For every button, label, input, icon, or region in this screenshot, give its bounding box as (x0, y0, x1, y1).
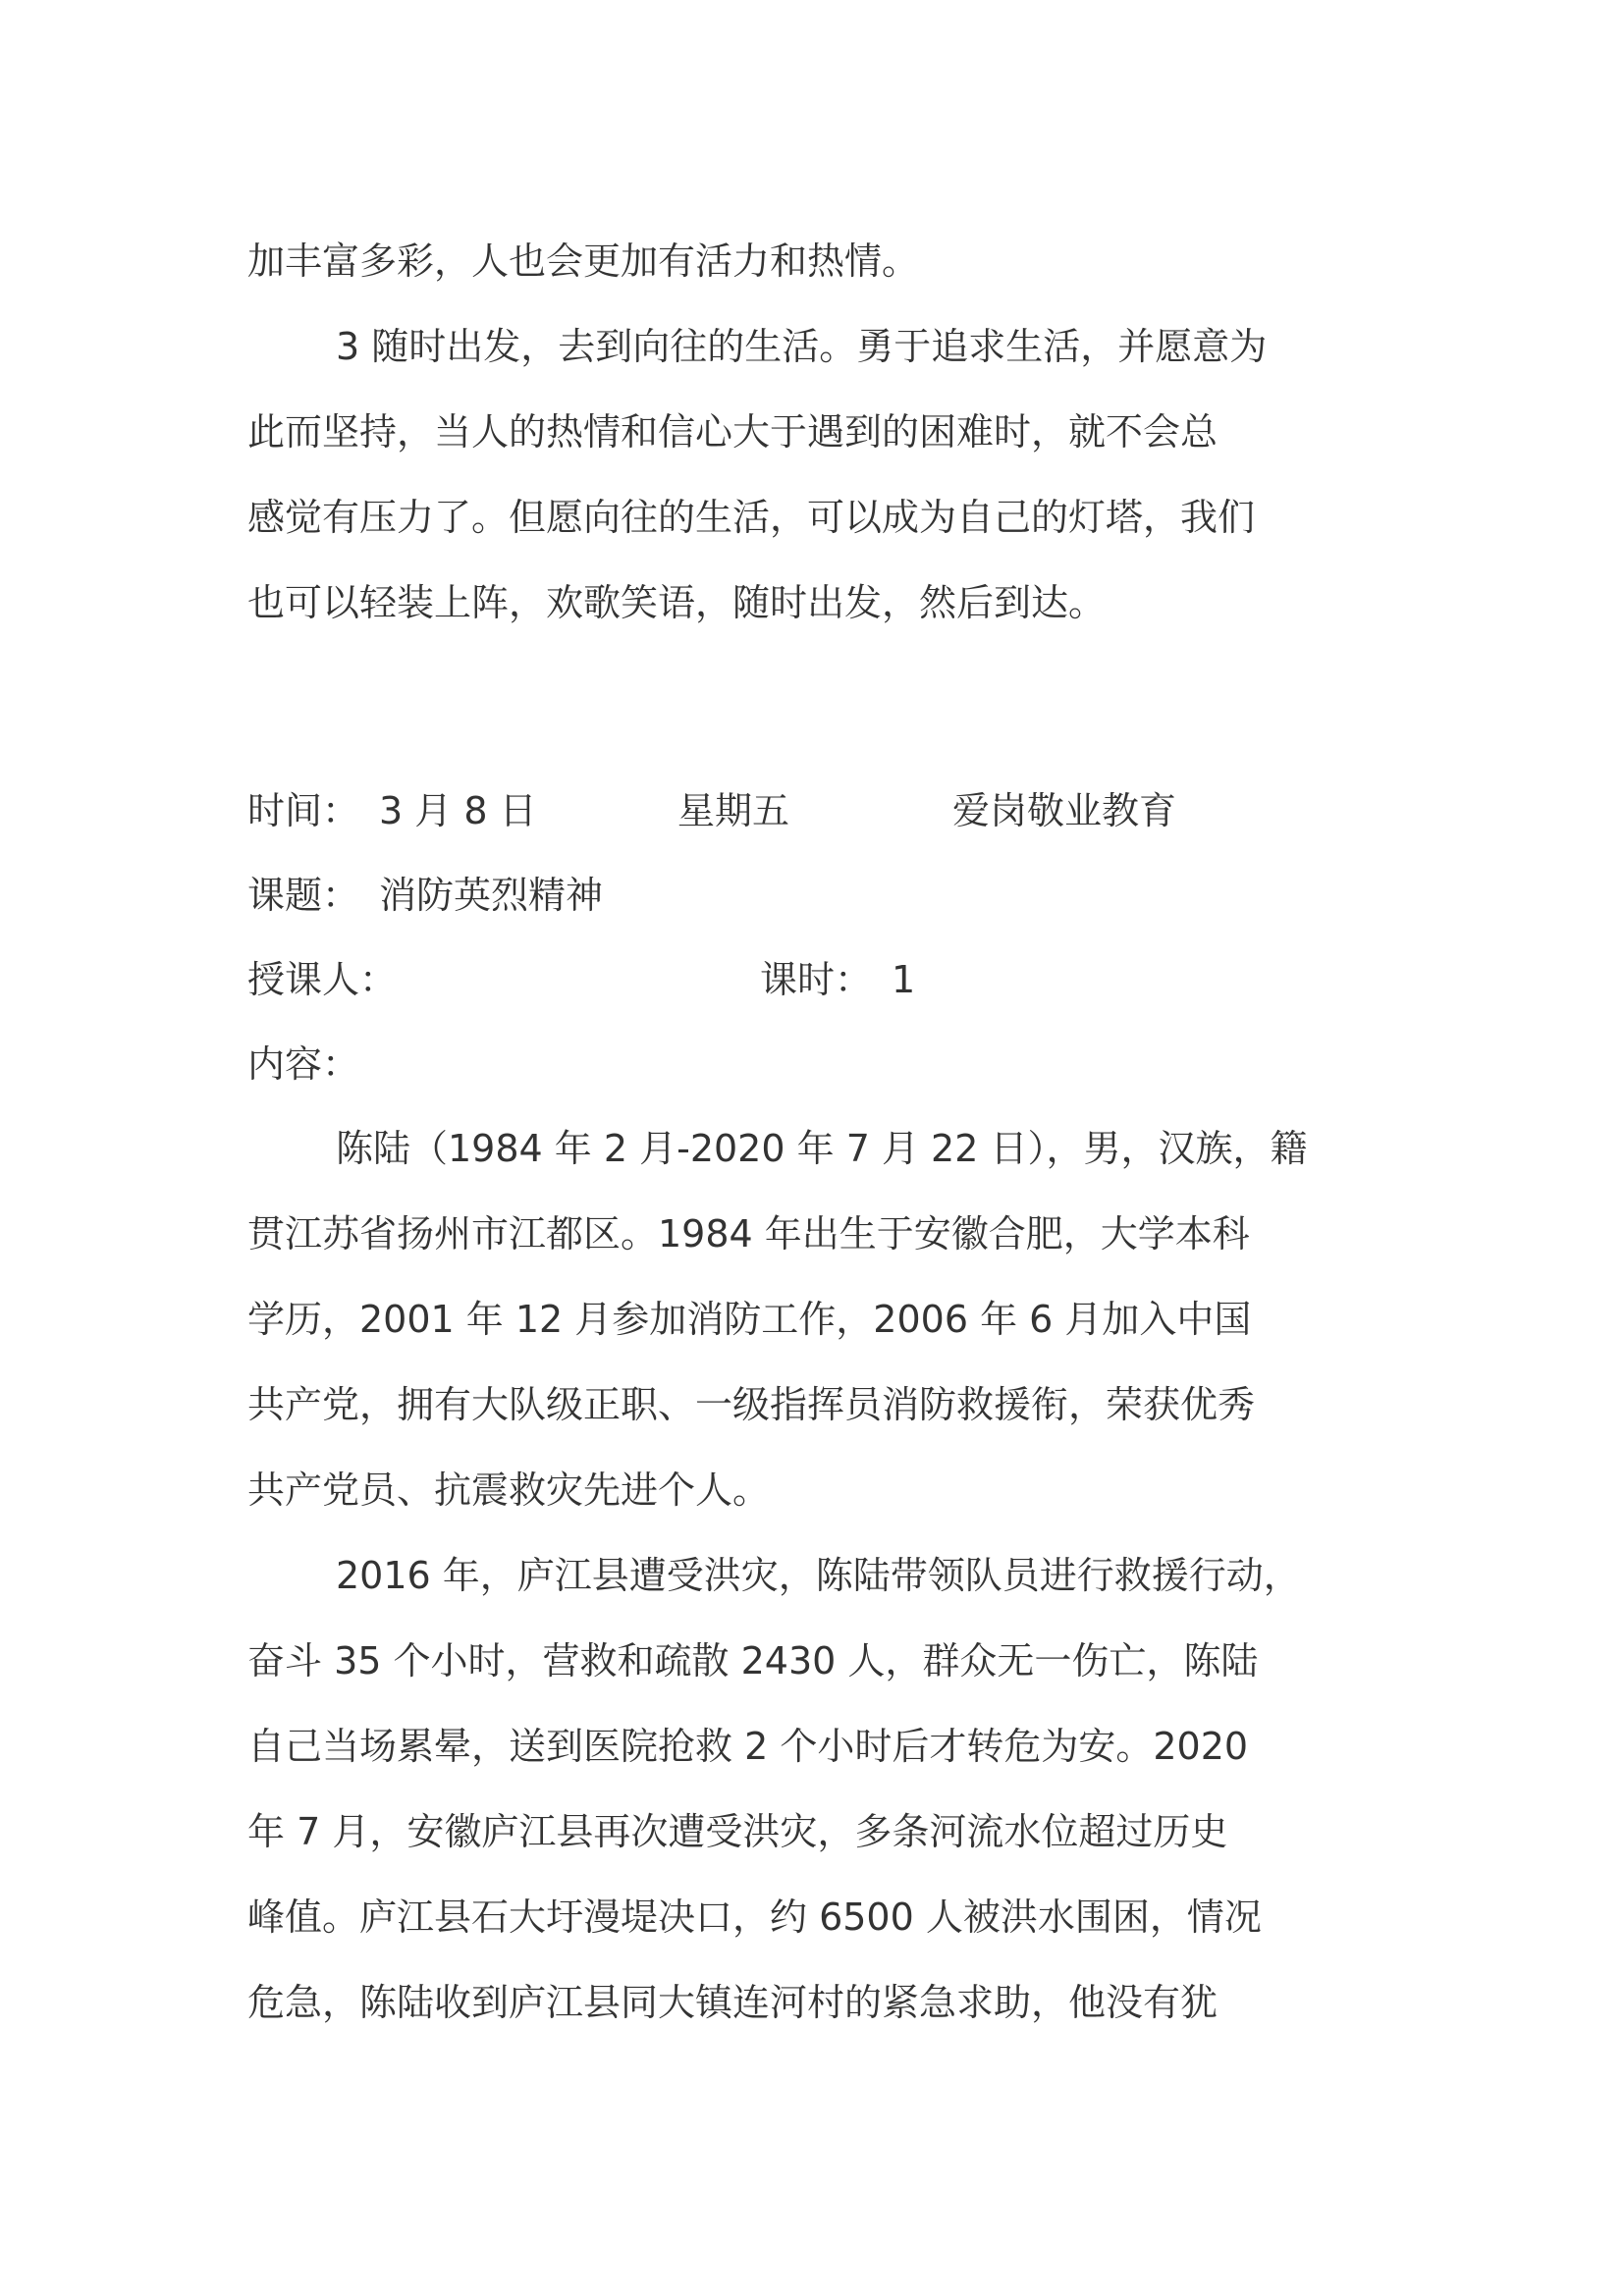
content-label: 内容： (247, 1042, 360, 1086)
point3-line-4: 也可以轻装上阵，欢歌笑语，随时出发，然后到达。 (247, 581, 1107, 624)
topic-label: 课题： (247, 874, 360, 917)
content-p1-line-3: 学历，2001 年 12 月参加消防工作，2006 年 6 月加入中国 (247, 1298, 1252, 1341)
content-p2-line-4: 年 7 月，安徽庐江县再次遭受洪灾，多条河流水位超过历史 (247, 1810, 1228, 1853)
point3-line-1: 3 随时出发，去到向往的生活。勇于追求生活，并愿意为 (336, 325, 1268, 368)
content-p2-line-3: 自己当场累晕，送到医院抢救 2 个小时后才转危为安。2020 (247, 1725, 1249, 1768)
teacher-label: 授课人： (247, 958, 398, 1001)
intro-continuation-line: 加丰富多彩，人也会更加有活力和热情。 (247, 240, 920, 283)
hours-label: 课时： (760, 958, 873, 1001)
content-p1-line-4: 共产党，拥有大队级正职、一级指挥员消防救援衔，荣获优秀 (247, 1383, 1256, 1426)
hours-value: 1 (892, 958, 916, 1001)
lesson-topic: 消防英烈精神 (379, 874, 604, 917)
content-p2-line-6: 危急，陈陆收到庐江县同大镇连河村的紧急求助，他没有犹 (247, 1981, 1218, 2024)
lesson-date: 3 月 8 日 (379, 789, 537, 832)
content-p1-line-1: 陈陆（1984 年 2 月-2020 年 7 月 22 日），男，汉族，籍 (336, 1127, 1308, 1170)
content-p2-line-5: 峰值。庐江县石大圩漫堤决口，约 6500 人被洪水围困，情况 (247, 1896, 1262, 1939)
content-p2-line-1: 2016 年，庐江县遭受洪灾，陈陆带领队员进行救援行动， (336, 1554, 1301, 1597)
point3-line-2: 此而坚持，当人的热情和信心大于遇到的困难时，就不会总 (247, 410, 1218, 454)
time-label: 时间： (247, 789, 360, 832)
content-p1-line-5: 共产党员、抗震救灾先进个人。 (247, 1468, 771, 1512)
content-p1-line-2: 贯江苏省扬州市江都区。1984 年出生于安徽合肥，大学本科 (247, 1212, 1250, 1255)
point3-line-3: 感觉有压力了。但愿向往的生活，可以成为自己的灯塔，我们 (247, 496, 1256, 539)
lesson-category: 爱岗敬业教育 (952, 789, 1177, 832)
lesson-weekday: 星期五 (677, 789, 790, 832)
content-p2-line-2: 奋斗 35 个小时，营救和疏散 2430 人，群众无一伤亡，陈陆 (247, 1639, 1259, 1682)
